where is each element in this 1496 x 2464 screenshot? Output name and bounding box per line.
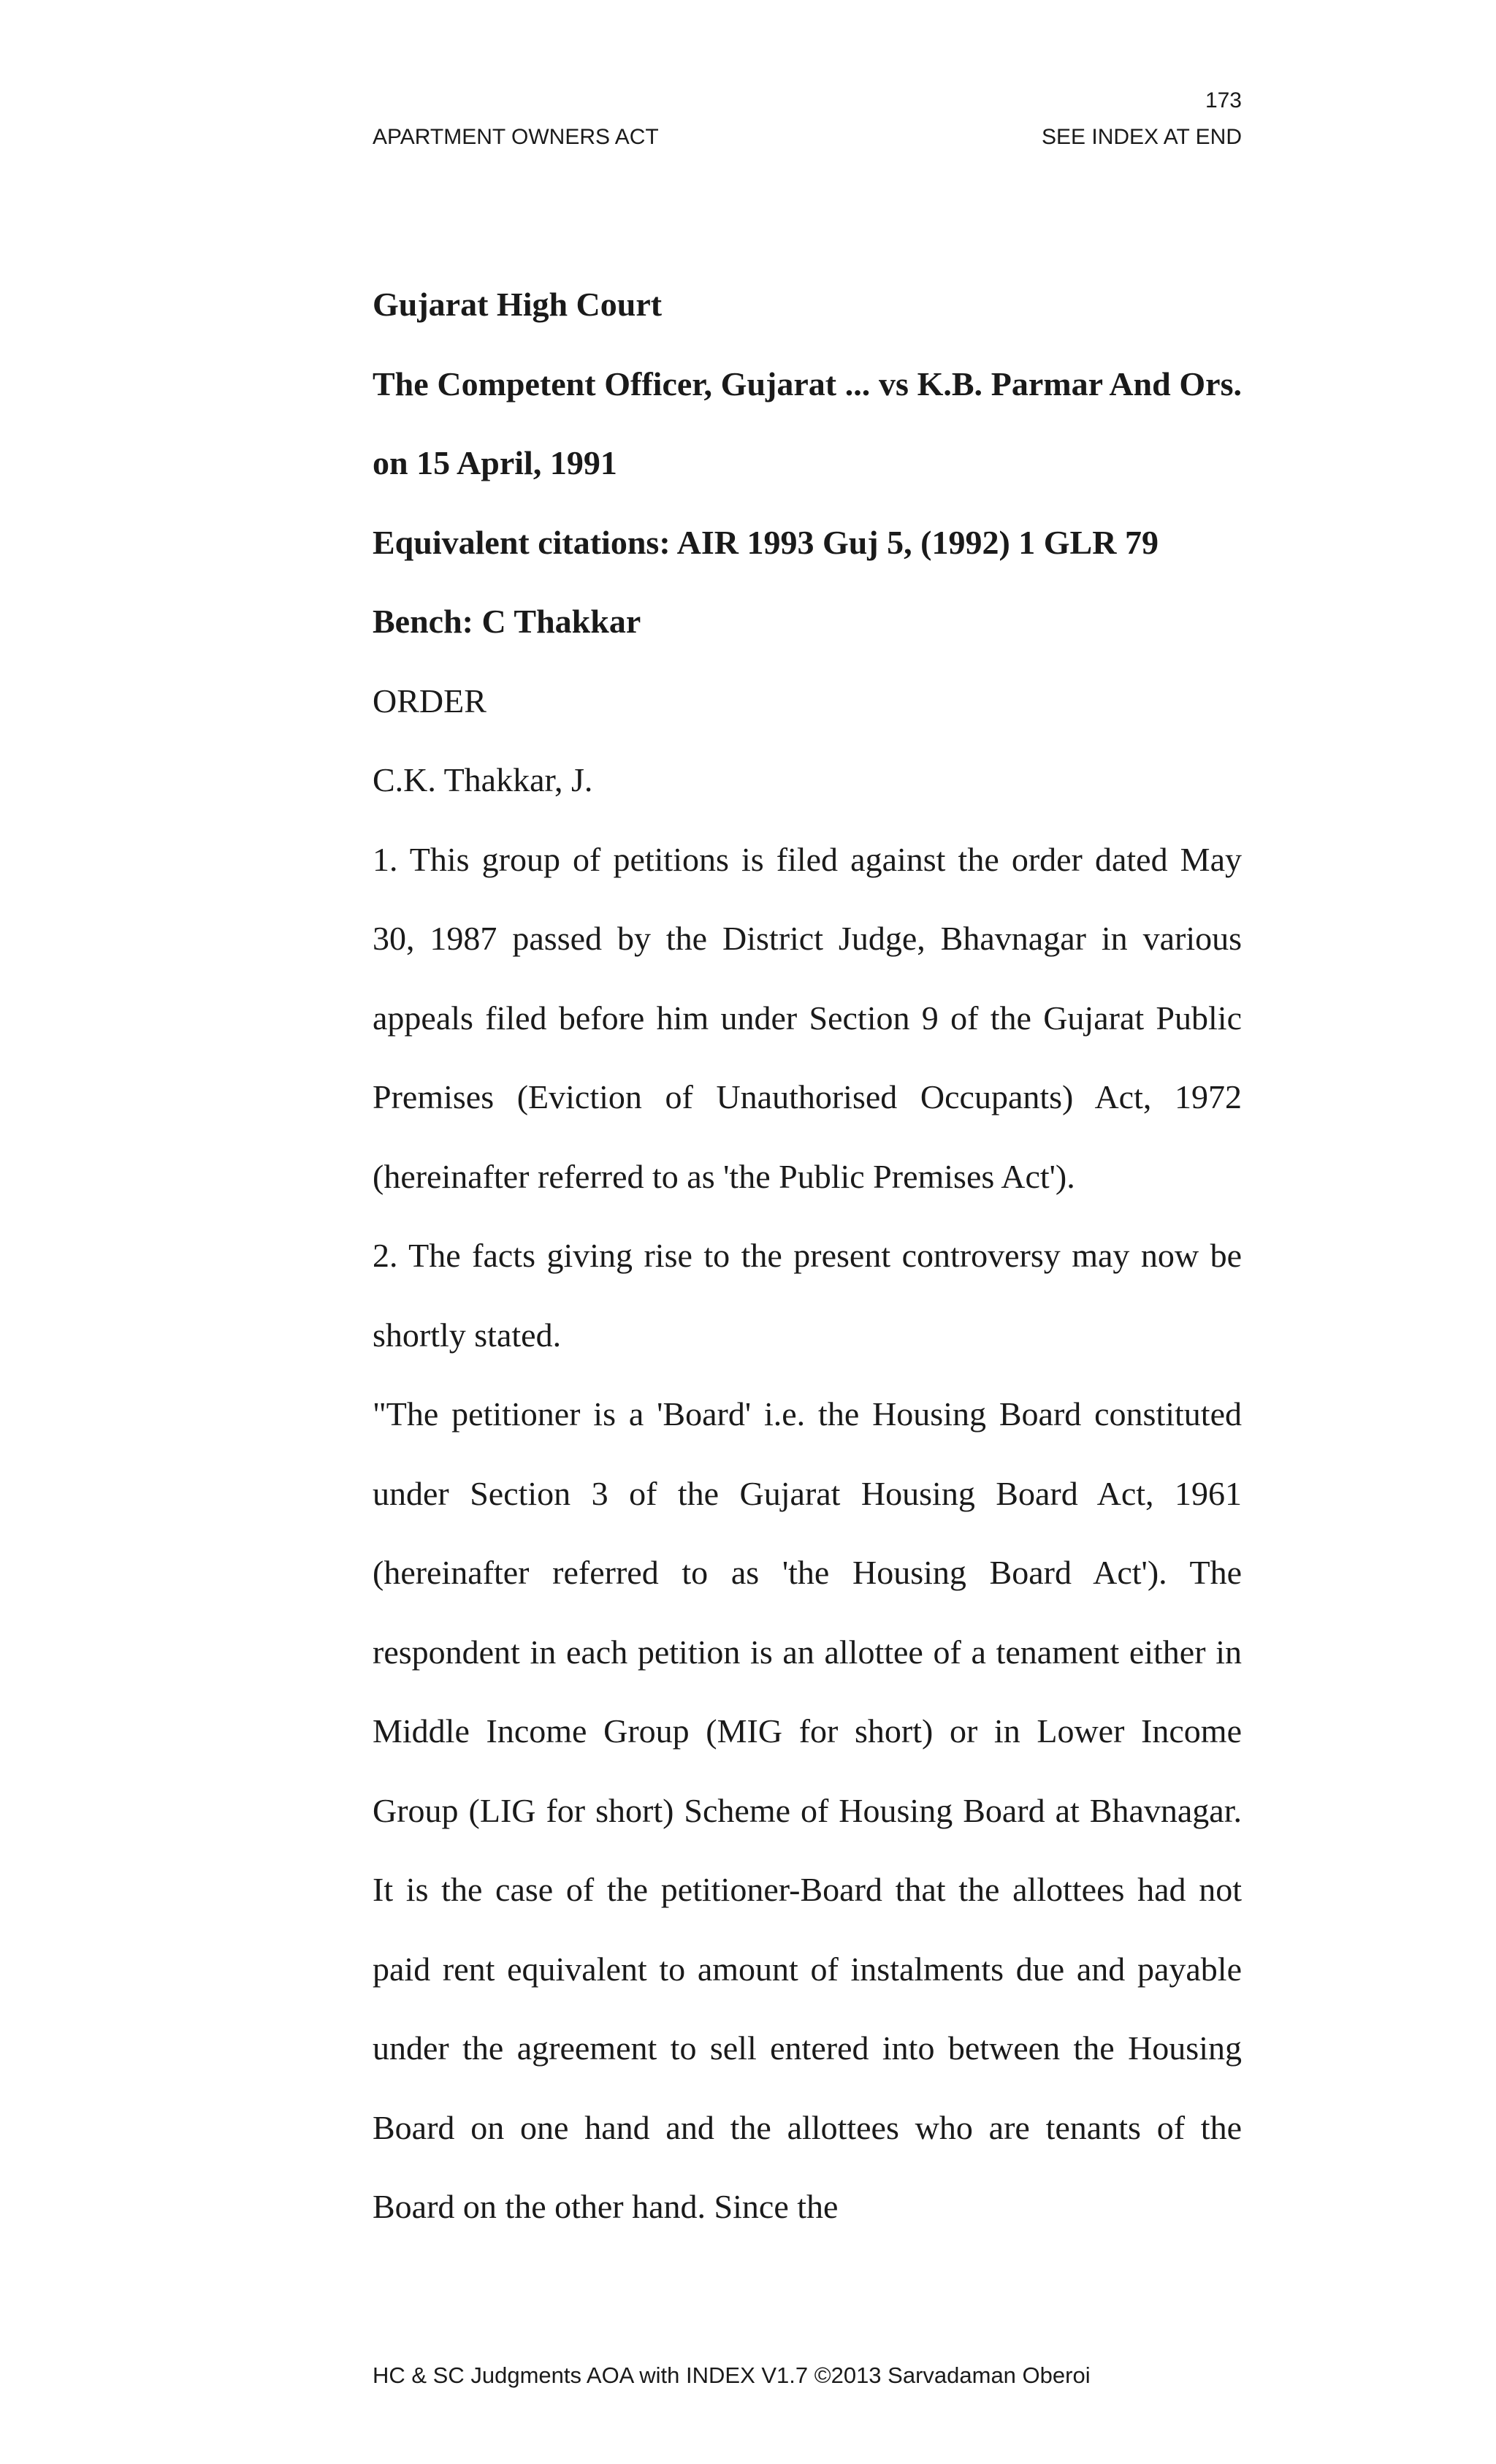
paragraph-3: "The petitioner is a 'Board' i.e. the Housing Board constituted under Section 3 of the Gujarat Housing Board Act, 1961 (hereinafter referred to as 'the Housing Board Act'). The respondent in each petition is an allottee of a tenament either in Middle Income Group (MIG for short) or in Lower Income Group (LIG for short) Scheme of Housing Board at Bhavnagar. It is the case of the petitioner-Board that the allottees had not paid rent equivalent to amount of instalments due and payable under the agreement to sell entered into between the Housing Board on one hand and the allottees who are tenants of the Board on the other hand. Since the bbox=[373, 1395, 1242, 2225]
running-header bbox=[373, 123, 1242, 152]
paragraph-2: 2. The facts giving rise to the present controversy may now be shortly stated. bbox=[373, 1237, 1242, 1354]
bench: Bench: C Thakkar bbox=[373, 603, 641, 640]
page-number: 173 bbox=[1205, 88, 1242, 112]
equivalent-citations: Equivalent citations: AIR 1993 Guj 5, (1992) 1 GLR 79 bbox=[373, 523, 1159, 561]
page-footer: HC & SC Judgments AOA with INDEX V1.7 ©2013 Sarvadaman Oberoi bbox=[373, 2362, 1091, 2388]
header-left-title: APARTMENT OWNERS ACT bbox=[373, 125, 659, 149]
document-body bbox=[373, 265, 1242, 2247]
paragraph-1: 1. This group of petitions is filed against the order dated May 30, 1987 passed by the District Judge, Bhavnagar in various appeals filed before him under Section 9 of the Gujarat Public Premises (Eviction of Unauthorised Occupants) Act, 1972 (hereinafter referred to as 'the Public Premises Act'). bbox=[373, 840, 1242, 1195]
judge-name: C.K. Thakkar, J. bbox=[373, 761, 593, 798]
order-heading: ORDER bbox=[373, 682, 486, 720]
court-name: Gujarat High Court bbox=[373, 286, 663, 323]
case-title: The Competent Officer, Gujarat ... vs K.B. Parmar And Ors. on 15 April, 1991 bbox=[373, 365, 1242, 481]
header-right-note: SEE INDEX AT END bbox=[1042, 125, 1242, 149]
